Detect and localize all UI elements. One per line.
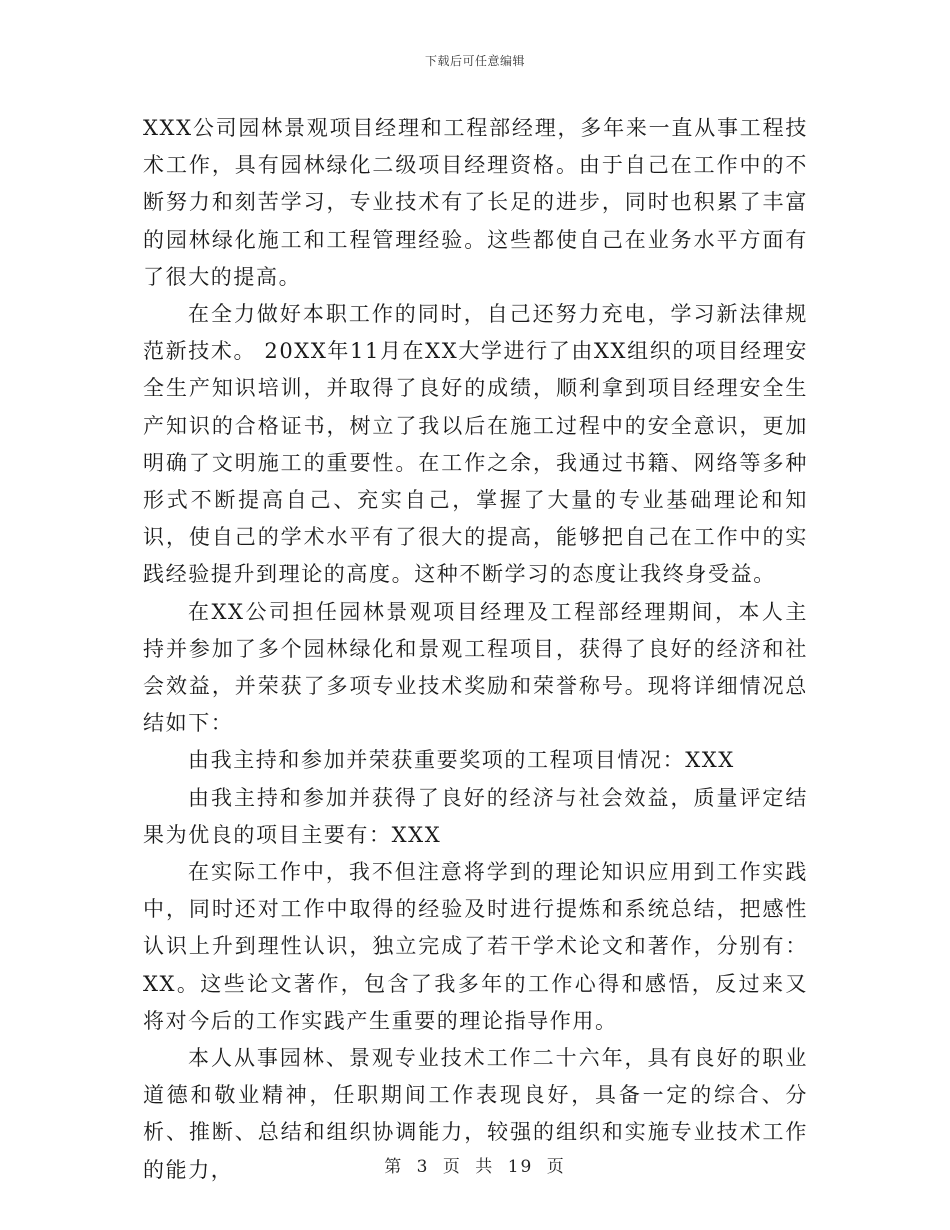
page-header: 下载后可任意编辑 (424, 54, 525, 68)
paragraph-5: 由我主持和参加并获得了良好的经济与社会效益，质量评定结果为优良的项目主要有：XXX (143, 785, 808, 847)
document-body (143, 110, 808, 1189)
paragraph-4: 由我主持和参加并荣获重要奖项的工程项目情况：XXX (188, 748, 735, 773)
paragraph-1: XXX公司园林景观项目经理和工程部经理，多年来一直从事工程技术工作，具有园林绿化二级项目经理资格。由于自己在工作中的不断努力和刻苦学习，专业技术有了长足的进步，同时也积累了丰富的园林绿化施工和工程管理经验。这些都使自己在业务水平方面有了很大的提高。 (143, 116, 808, 289)
paragraph-6: 在实际工作中，我不但注意将学到的理论知识应用到工作实践中，同时还对工作中取得的经验及时进行提炼和系统总结，把感性认识上升到理性认识，独立完成了若干学术论文和著作，分别有：XX。这些论文著作，包含了我多年的工作心得和感悟，反过来又将对今后的工作实践产生重要的理论指导作用。 (143, 860, 808, 1033)
page-footer: 第 3 页 共 19 页 (384, 1157, 566, 1177)
paragraph-7: 本人从事园林、景观专业技术工作二十六年，具有良好的职业道德和敬业精神，任职期间工作表现良好，具备一定的综合、分析、推断、总结和组织协调能力，较强的组织和实施专业技术工作的能力， (143, 1046, 808, 1182)
paragraph-3: 在XX公司担任园林景观项目经理及工程部经理期间，本人主持并参加了多个园林绿化和景观工程项目，获得了良好的经济和社会效益，并荣获了多项专业技术奖励和荣誉称号。现将详细情况总结如下： (143, 599, 808, 736)
paragraph-2: 在全力做好本职工作的同时，自己还努力充电，学习新法律规范新技术。 20XX年11月在XX大学进行了由XX组织的项目经理安全生产知识培训，并取得了良好的成绩，顺利拿到项目经理安全生产知识的合格证书，树立了我以后在施工过程中的安全意识，更加明确了文明施工的重要性。在工作之余，我通过书籍、网络等多种形式不断提高自己、充实自己，掌握了大量的专业基础理论和知识，使自己的学术水平有了很大的提高，能够把自己在工作中的实践经验提升到理论的高度。这种不断学习的态度让我终身受益。 (143, 302, 808, 587)
